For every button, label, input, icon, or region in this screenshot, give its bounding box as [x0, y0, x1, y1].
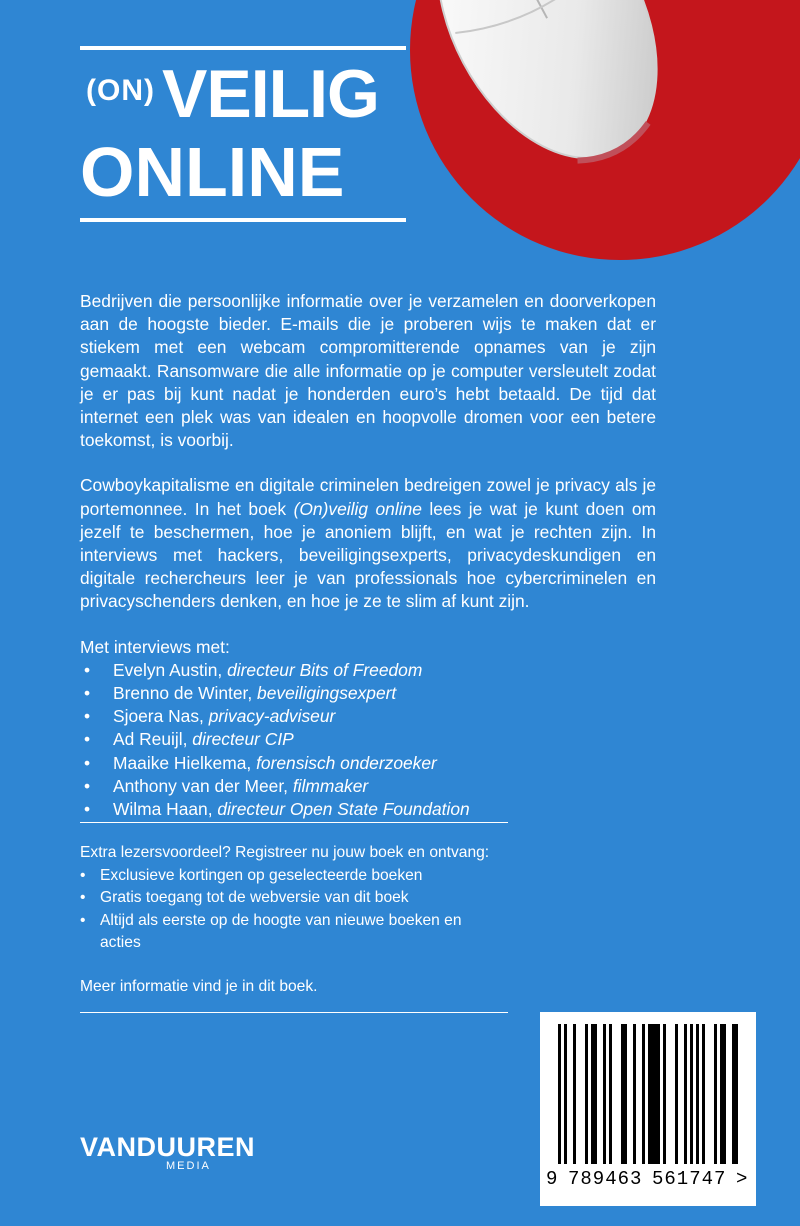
bullet: •: [84, 775, 91, 796]
list-item: [80, 705, 656, 728]
barcode-bar: [585, 1024, 588, 1164]
computer-mouse-icon: [410, 0, 800, 260]
barcode-group-1: 789463: [568, 1168, 643, 1190]
benefits-intro: Extra lezersvoordeel? Registreer nu jouw boek en ontvang:: [80, 844, 490, 861]
book-title-mention: (On)veilig online: [293, 498, 422, 519]
blurb-paragraph-2-end: lees je wat je kunt doen om jezelf te beschermen, hoe je anoniem blijft, en wat je rechten zijn. In interviews met hackers, beveiligingsexperts, privacydeskundigen en digitale rechercheurs leer je van professionals hoe cybercriminelen en privacyschenders denken, en hoe je ze te slim af kunt zijn.: [80, 498, 656, 612]
list-item: [80, 887, 550, 910]
barcode-lead-digit: 9: [546, 1168, 558, 1190]
title-top-rule: [80, 46, 406, 50]
person-name: Anthony van der Meer,: [113, 775, 288, 796]
list-item: [80, 728, 656, 751]
barcode-bar: [690, 1024, 693, 1164]
barcode-bar: [603, 1024, 606, 1164]
divider: [80, 822, 508, 823]
barcode-bar: [702, 1024, 705, 1164]
barcode-bar: [714, 1024, 717, 1164]
barcode-bar: [609, 1024, 612, 1164]
list-item: [80, 865, 550, 888]
reader-benefits: [80, 842, 550, 955]
barcode-bar: [720, 1024, 726, 1164]
blurb-paragraph-1: Bedrijven die persoonlijke informatie over je verzamelen en doorverkopen aan de hoogste bieder. E-mails die je proberen wijs te maken dat er stiekem met een webcam compromitterende opnames van je zijn gemaakt. Ransomware die alle informatie op je computer versleutelt zodat je er pas bij kunt nadat je honderden euro’s hebt betaald. De tijd dat internet een plek was van idealen en hoopvolle dromen voor een betere toekomst, is voorbij.: [80, 291, 656, 451]
barcode-bar: [663, 1024, 666, 1164]
person-name: Brenno de Winter,: [113, 683, 253, 704]
list-item: [80, 798, 656, 821]
book-title: [80, 46, 406, 222]
bullet: •: [80, 911, 86, 929]
list-item: [80, 659, 656, 682]
publisher-logo: [80, 1132, 255, 1172]
barcode-bar: [684, 1024, 687, 1164]
person-role: directeur Bits of Freedom: [227, 659, 423, 680]
red-circle-graphic: [410, 0, 800, 260]
more-info: Meer informatie vind je in dit boek.: [80, 978, 318, 995]
bullet: •: [84, 752, 91, 773]
person-name: Wilma Haan,: [113, 799, 213, 820]
benefits-list: [80, 865, 550, 955]
barcode-bar: [591, 1024, 597, 1164]
blurb-paragraph-2: [80, 474, 656, 613]
publisher-sub: MEDIA: [166, 1160, 211, 1172]
barcode-bar: [621, 1024, 627, 1164]
bullet: •: [84, 729, 91, 750]
barcode-bar: [642, 1024, 645, 1164]
list-item: [80, 910, 500, 955]
list-item: [80, 752, 656, 775]
person-name: Maaike Hielkema,: [113, 752, 252, 773]
bullet: •: [84, 706, 91, 727]
interviews-heading: Met interviews met:: [80, 636, 230, 657]
divider: [80, 1012, 508, 1013]
blurb: [80, 290, 656, 821]
title-line1: VEILIG: [162, 56, 379, 132]
bullet: •: [84, 683, 91, 704]
person-name: Sjoera Nas,: [113, 706, 204, 727]
title-bottom-rule: [80, 218, 406, 222]
title-prefix: (ON): [86, 74, 155, 107]
benefit-text: Gratis toegang tot de webversie van dit boek: [100, 889, 409, 907]
person-role: directeur Open State Foundation: [217, 799, 470, 820]
bullet: •: [80, 866, 86, 884]
bullet: •: [84, 799, 91, 820]
barcode-bar: [675, 1024, 678, 1164]
bullet: •: [80, 889, 86, 907]
barcode-bar: [558, 1024, 561, 1164]
barcode-bar: [732, 1024, 738, 1164]
person-role: beveiligingsexpert: [257, 683, 397, 704]
barcode-bar: [696, 1024, 699, 1164]
benefit-text: Exclusieve kortingen op geselecteerde boeken: [100, 866, 423, 884]
person-role: filmmaker: [292, 775, 369, 796]
person-name: Ad Reuijl,: [113, 729, 188, 750]
person-role: privacy-adviseur: [208, 706, 336, 727]
bullet: •: [84, 659, 91, 680]
barcode-bar: [633, 1024, 636, 1164]
barcode-bar: [648, 1024, 660, 1164]
benefit-text: Altijd als eerste op de hoogte van nieuwe boeken en acties: [100, 911, 462, 952]
blurb-paragraph-2-start: Cowboykapitalisme en digitale criminelen bedreigen zowel je privacy als je portemonnee. In het boek: [80, 475, 656, 519]
person-name: Evelyn Austin,: [113, 659, 223, 680]
person-role: forensisch onderzoeker: [256, 752, 437, 773]
person-role: directeur CIP: [192, 729, 294, 750]
barcode-bar: [573, 1024, 576, 1164]
isbn-barcode: [540, 1012, 756, 1206]
interviews-list: [80, 659, 656, 821]
list-item: [80, 682, 656, 705]
publisher-name: VANDUUREN: [80, 1132, 256, 1162]
barcode-bar: [564, 1024, 567, 1164]
barcode-arrow: >: [736, 1168, 748, 1190]
title-line2: ONLINE: [80, 133, 345, 211]
list-item: [80, 775, 656, 798]
barcode-group-2: 561747: [652, 1168, 727, 1190]
